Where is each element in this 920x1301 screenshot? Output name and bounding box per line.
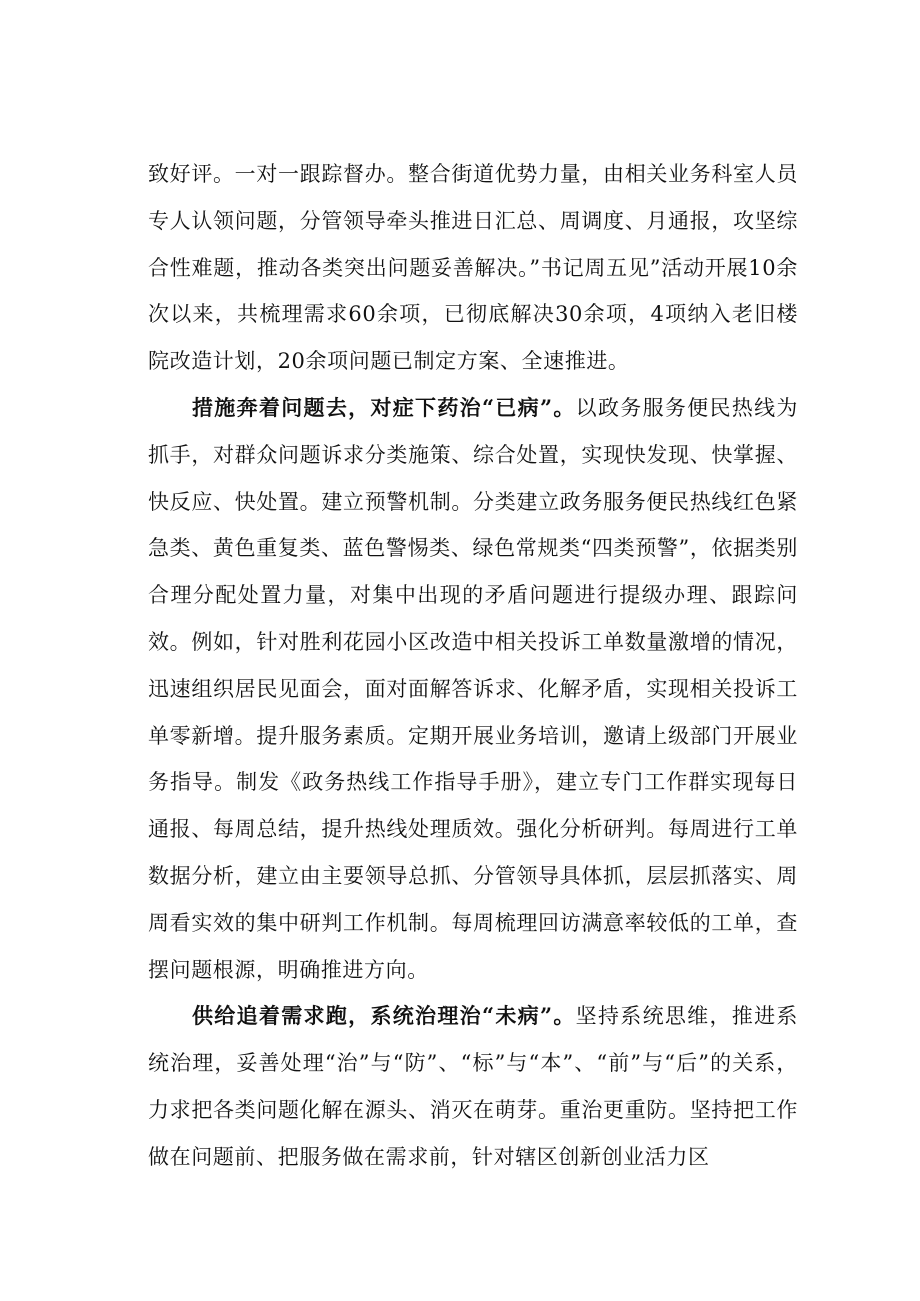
document-body xyxy=(148,151,798,1181)
paragraph-2-text: 以政务服务便民热线为抓手，对群众问题诉求分类施策、综合处置，实现快发现、快掌握、快反应、快处置。建立预警机制。分类建立政务服务便民热线红色紧急类、黄色重复类、蓝色警惕类、绿色常规类“四类预警”，依据类别合理分配处置力量，对集中出现的矛盾问题进行提级办理、跟踪问效。例如，针对胜利花园小区改造中相关投诉工单数量激增的情况，迅速组织居民见面会，面对面解答诉求、化解矛盾，实现相关投诉工单零新增。提升服务素质。定期开展业务培训，邀请上级部门开展业务指导。制发《政务热线工作指导手册》，建立专门工作群实现每日通报、每周总结，提升热线处理质效。强化分析研判。每周进行工单数据分析，建立由主要领导总抓、分管领导具体抓，层层抓落实、周周看实效的集中研判工作机制。每周梳理回访满意率较低的工单，查摆问题根源，明确推进方向。 xyxy=(148,395,798,982)
paragraph-1-text: 致好评。一对一跟踪督办。整合街道优势力量，由相关业务科室人员专人认领问题，分管领导牵头推进日汇总、周调度、月通报，攻坚综合性难题，推动各类突出问题妥善解决。”书记周五见”活动开展10余次以来，共梳理需求60余项，已彻底解决30余项，4项纳入老旧楼院改造计划，20余项问题已制定方案、全速推进。 xyxy=(148,162,798,374)
paragraph-3-heading: 供给追着需求跑，系统治理治“未病”。 xyxy=(192,1003,576,1029)
paragraph-2 xyxy=(148,385,798,993)
paragraph-1 xyxy=(148,151,798,385)
paragraph-2-heading: 措施奔着问题去，对症下药治“已病”。 xyxy=(192,394,576,420)
paragraph-3-text: 坚持系统思维，推进系统治理，妥善处理“治”与“防”、“标”与“本”、“前”与“后”的关系，力求把各类问题化解在源头、消灭在萌芽。重治更重防。坚持把工作做在问题前、把服务做在需求前，针对辖区创新创业活力区 xyxy=(148,1004,798,1169)
paragraph-3 xyxy=(148,993,798,1180)
